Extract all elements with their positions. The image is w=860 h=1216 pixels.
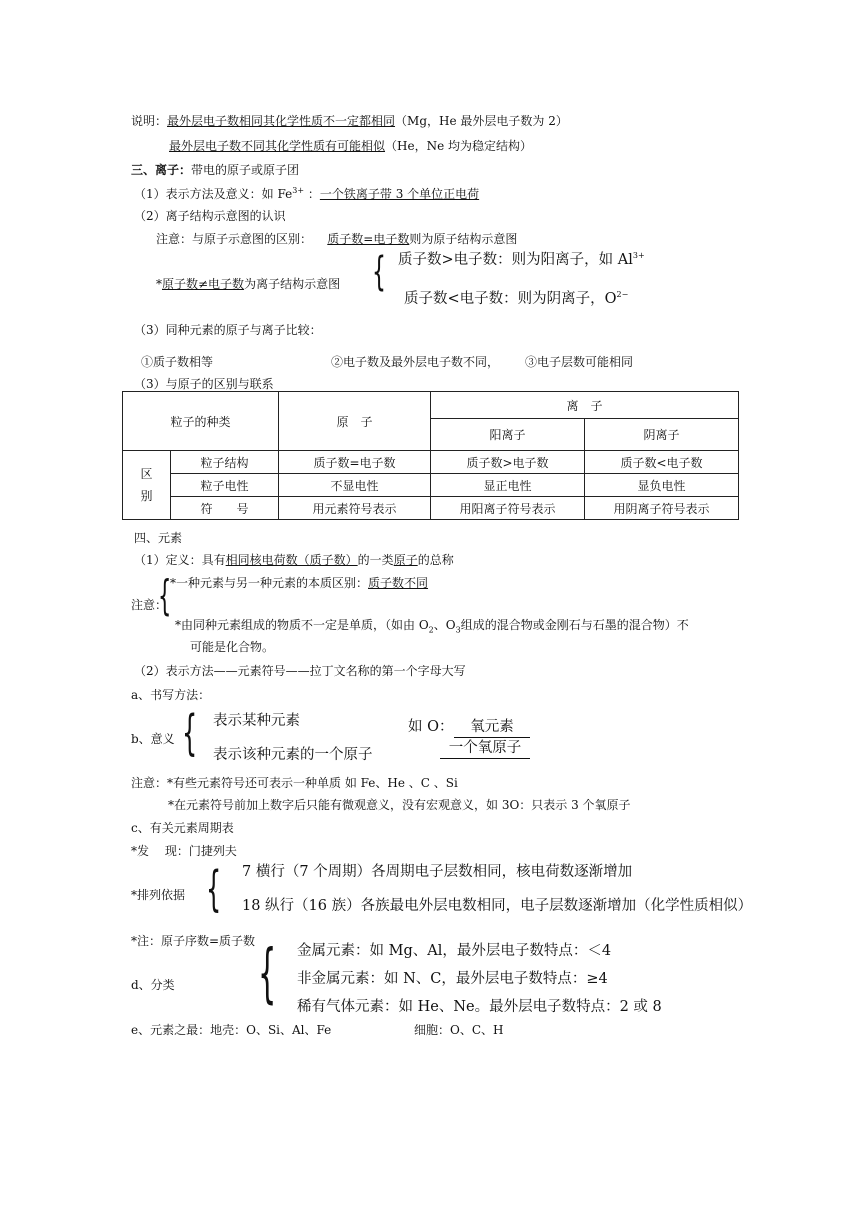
meaning-label: b、意义 bbox=[131, 732, 175, 746]
atomic-number-note: *注：原子序数=质子数 bbox=[131, 934, 256, 948]
meaning-1: 表示某种元素 bbox=[213, 713, 300, 729]
anion-rule: 质子数<电子数：则为阴离子，$O^{2-}$ bbox=[404, 290, 629, 307]
table-row-label: 粒子电性 bbox=[171, 474, 279, 497]
classification-nonmetal: 非金属元素：如 N、C，最外层电子数特点：≥4 bbox=[297, 971, 608, 987]
table-head-kind: 粒子的种类 bbox=[123, 392, 279, 451]
table-row-label: 符 号 bbox=[171, 497, 279, 520]
ion-representation: （1）表示方法及意义：如 $Fe^{3+}$ ：一个铁离子带 3 个单位正电荷 bbox=[134, 186, 480, 201]
table-cell: 用阳离子符号表示 bbox=[431, 497, 585, 520]
ion-heading: 三、离子：带电的原子或原子团 bbox=[131, 163, 300, 177]
caution-1: 注意：*有些元素符号还可表示一种单质 如 Fe、He 、C 、Si bbox=[131, 776, 458, 790]
table-cell: 显正电性 bbox=[431, 474, 585, 497]
table-cell: 质子数<电子数 bbox=[585, 451, 739, 474]
compare-item-1: ①质子数相等 bbox=[141, 355, 214, 369]
table-head-anion: 阴离子 bbox=[585, 419, 739, 451]
element-most-cell: 细胞：O、C、H bbox=[414, 1023, 504, 1037]
ion-structure-heading: （2）离子结构示意图的认识 bbox=[134, 209, 286, 223]
table-cell: 显负电性 bbox=[585, 474, 739, 497]
element-heading: 四、元素 bbox=[134, 531, 183, 545]
element-most-crust: e、元素之最：地壳：O、Si、Al、Fe bbox=[131, 1023, 332, 1037]
table-row bbox=[123, 474, 739, 497]
element-note-2: *由同种元素组成的物质不一定是单质，（如由 $O_2$、$O_3$组成的混合物或金刚石与石墨的混合物）不 bbox=[175, 618, 689, 635]
example-1: 氧元素 bbox=[454, 717, 530, 738]
table-cell: 质子数=电子数 bbox=[279, 451, 431, 474]
basis-label: *排列依据 bbox=[131, 888, 186, 902]
element-note-2-cont: 可能是化合物。 bbox=[190, 640, 275, 654]
table-row bbox=[123, 451, 739, 474]
note-line-1: 说明：最外层电子数相同其化学性质不一定都相同（Mg，He 最外层电子数为 2） bbox=[131, 114, 568, 128]
classification-label: d、分类 bbox=[131, 978, 175, 992]
discoverer: *发 现：门捷列夫 bbox=[131, 844, 237, 858]
curly-brace-icon: { bbox=[158, 571, 172, 620]
classification-metal: 金属元素：如 Mg、Al，最外层电子数特点：＜4 bbox=[297, 943, 612, 959]
table-cell: 用阴离子符号表示 bbox=[585, 497, 739, 520]
element-representation: （2）表示方法——元素符号——拉丁文名称的第一个字母大写 bbox=[134, 664, 466, 678]
compare-item-2: ②电子数及最外层电子数不同， bbox=[331, 355, 500, 369]
ion-caution: 注意：与原子示意图的区别： 质子数=电子数则为原子结构示意图 bbox=[156, 232, 518, 246]
table-head-ion: 离 子 bbox=[431, 392, 739, 419]
table-head-cation: 阳离子 bbox=[431, 419, 585, 451]
table-side-label: 区 别 bbox=[123, 451, 171, 520]
ion-diff-heading: （3）与原子的区别与联系 bbox=[134, 377, 274, 391]
cation-rule: 质子数>电子数：则为阳离子，如 $Al^{3+}$ bbox=[398, 251, 645, 268]
periodic-table-heading: c、有关元素周期表 bbox=[131, 821, 234, 835]
table-row bbox=[123, 497, 739, 520]
curly-brace-icon: { bbox=[372, 249, 386, 295]
element-definition: （1）定义：具有相同核电荷数（质子数）的一类原子的总称 bbox=[134, 553, 454, 567]
meaning-2: 表示该种元素的一个原子 bbox=[213, 747, 373, 763]
element-note-label: 注意： bbox=[131, 598, 168, 612]
table-cell: 用元素符号表示 bbox=[279, 497, 431, 520]
curly-brace-icon: { bbox=[182, 705, 198, 761]
caution-2: *在元素符号前加上数字后只能有微观意义，没有宏观意义，如 3O：只表示 3 个氧原子 bbox=[168, 798, 631, 812]
basis-1: 7 横行（7 个周期）各周期电子层数相同，核电荷数逐渐增加 bbox=[242, 864, 633, 880]
writing-method: a、书写方法： bbox=[131, 688, 211, 702]
ion-compare-heading: （3）同种元素的原子与离子比较： bbox=[134, 323, 322, 337]
table-cell: 质子数>电子数 bbox=[431, 451, 585, 474]
table-cell: 不显电性 bbox=[279, 474, 431, 497]
compare-item-3: ③电子层数可能相同 bbox=[525, 355, 634, 369]
note-line-2: 最外层电子数不同其化学性质有可能相似（He，Ne 均为稳定结构） bbox=[169, 139, 532, 153]
basis-2: 18 纵行（16 族）各族最电外层电数相同，电子层数逐渐增加（化学性质相似） bbox=[242, 898, 753, 914]
table-head-atom: 原 子 bbox=[279, 392, 431, 451]
example-label: 如 O： bbox=[408, 719, 454, 735]
curly-brace-icon: { bbox=[258, 937, 277, 1011]
table-row-label: 粒子结构 bbox=[171, 451, 279, 474]
ion-diagram-rule: *原子数≠电子数为离子结构示意图 bbox=[156, 277, 341, 291]
element-note-1: *一种元素与另一种元素的本质区别：质子数不同 bbox=[170, 576, 429, 590]
curly-brace-icon: { bbox=[206, 861, 222, 917]
classification-noble-gas: 稀有气体元素：如 He、Ne。最外层电子数特点：2 或 8 bbox=[297, 999, 662, 1015]
example-2: 一个氧原子 bbox=[440, 738, 530, 759]
comparison-table bbox=[122, 391, 739, 520]
